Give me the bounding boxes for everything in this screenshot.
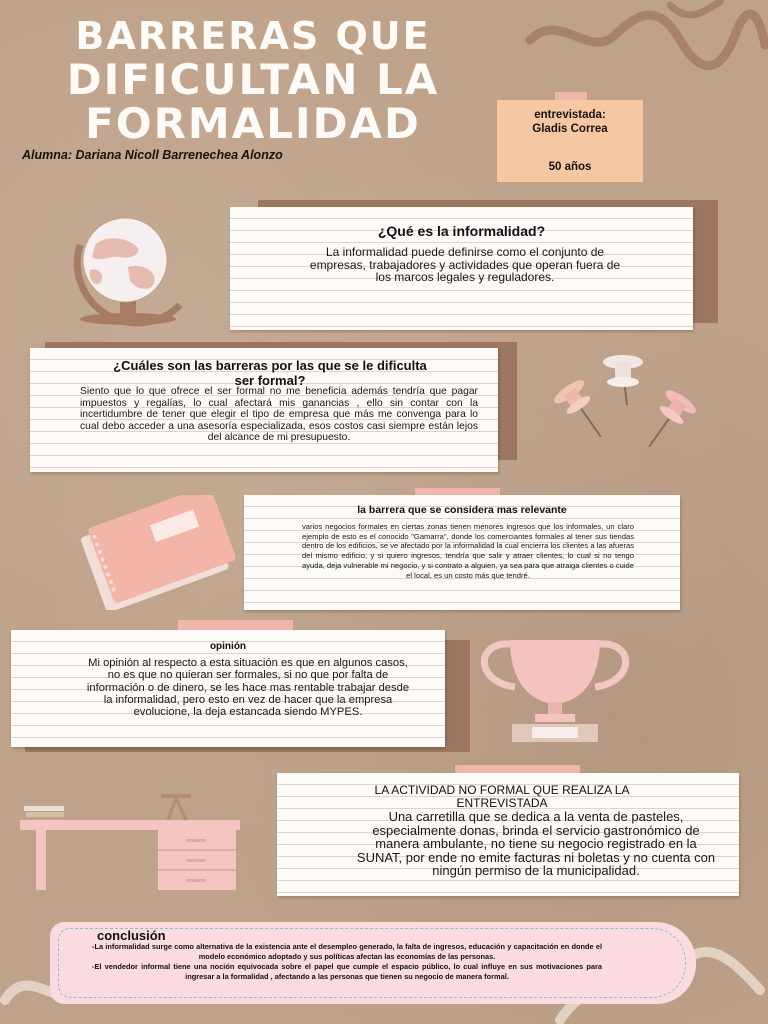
interviewee-note	[497, 100, 643, 182]
trophy-icon	[470, 632, 640, 744]
relevant-barrier-card	[244, 495, 680, 610]
conclusion-heading: conclusión	[97, 928, 166, 943]
desk-icon	[18, 790, 243, 895]
opinion-heading: opinión	[209, 641, 247, 652]
conclusion-point-2: -El vendedor informal tiene una noción equivocada sobre el papel que cumple el espacio público, lo cual influye en sus motivaciones para ingresar a la formalidad , afectando a las personas que tienen su negocio de manera formal.	[92, 962, 602, 981]
conclusion-dashed-border	[58, 928, 686, 998]
page-title	[18, 14, 488, 146]
notebook-icon	[60, 495, 250, 610]
informality-heading: ¿Qué es la informalidad?	[377, 223, 546, 239]
scribble-decoration	[520, 0, 768, 80]
barriers-heading: ¿Cuáles son las barreras por las que se le dificulta ser formal?	[113, 358, 427, 388]
informality-body: La informalidad puede definirse como el conjunto de empresas, trabajadores y actividades que operan fuera de los marcos legales y reguladores.	[309, 245, 621, 284]
opinion-body: Mi opinión al respecto a esta situación es que en algunos casos, no es que no quieran ser formales, si no que por falta de información o de dinero, se les hace mas rentable trabajar desde la informalidad, pero esto en vez de hacer que la empresa evolucione, la deja estancada siendo MYPES.	[86, 657, 410, 719]
activity-heading: LA ACTIVIDAD NO FORMAL QUE REALIZA LA ENTREVISTADA	[374, 783, 630, 810]
title-line-2: DIFICULTAN LA	[66, 55, 440, 104]
interviewee-label: entrevistada:	[534, 109, 606, 121]
student-name: Alumna: Dariana Nicoll Barrenechea Alonzo	[22, 148, 283, 162]
barriers-card	[30, 348, 498, 472]
title-line-1: BARRERAS QUE	[75, 14, 431, 58]
globe-icon	[50, 215, 210, 327]
activity-body: Una carretilla que se dedica a la venta de pasteles, especialmente donas, brinda el servicio gastronómico de manera ambulante, no tiene su negocio registrado en la SUNAT, por ende no emite facturas ni boletas y no cuenta con ningún permiso de la municipalidad.	[356, 809, 716, 878]
barriers-body: Siento que lo que ofrece el ser formal no me beneficia además tendría que pagar impuestos y regalías, lo cual afectará mis ganancias , ello sin contar con la incertidumbre de tener que elegir el tipo de empresa que más me convenga para lo cual debo acceder a una asesoría especializada, esos costos casi siempre están lejos del alcance de mi presupuesto.	[80, 386, 478, 443]
interviewee-age: 50 años	[548, 161, 592, 173]
interviewee-name: Gladis Correa	[532, 123, 608, 135]
conclusion-point-1: -La informalidad surge como alternativa de la existencia ante el desempleo generado, la falta de ingresos, educación y capacitación en donde el modelo económico adoptado y sus políticas afectan las economías de las personas.	[92, 942, 602, 961]
relevant-barrier-heading: la barrera que se considera mas relevante	[357, 504, 567, 516]
activity-card	[277, 773, 739, 896]
informality-card	[230, 207, 693, 330]
title-line-3: FORMALIDAD	[85, 99, 421, 148]
push-pins-icon	[535, 350, 705, 470]
relevant-barrier-body: varios negocios formales en ciertas zonas tienen menores ingresos que los informales, un claro ejemplo de esto es el conocido "Gamarra", donde los comerciantes formales al tener sus tiendas dentro de los edificios, se ve afectado por la informalidad la cual encierra los clientes a las afueras del mismo edificio, y si quiero ingresos, tendría que salir y atraer clientes, lo cual si no tengo ayuda, deja vulnerable mi negocio, y si contrato a alguien, ya sea para que atraiga clientes o cuide el local, es un costo más que tendré.	[302, 522, 634, 580]
opinion-card	[11, 630, 445, 747]
